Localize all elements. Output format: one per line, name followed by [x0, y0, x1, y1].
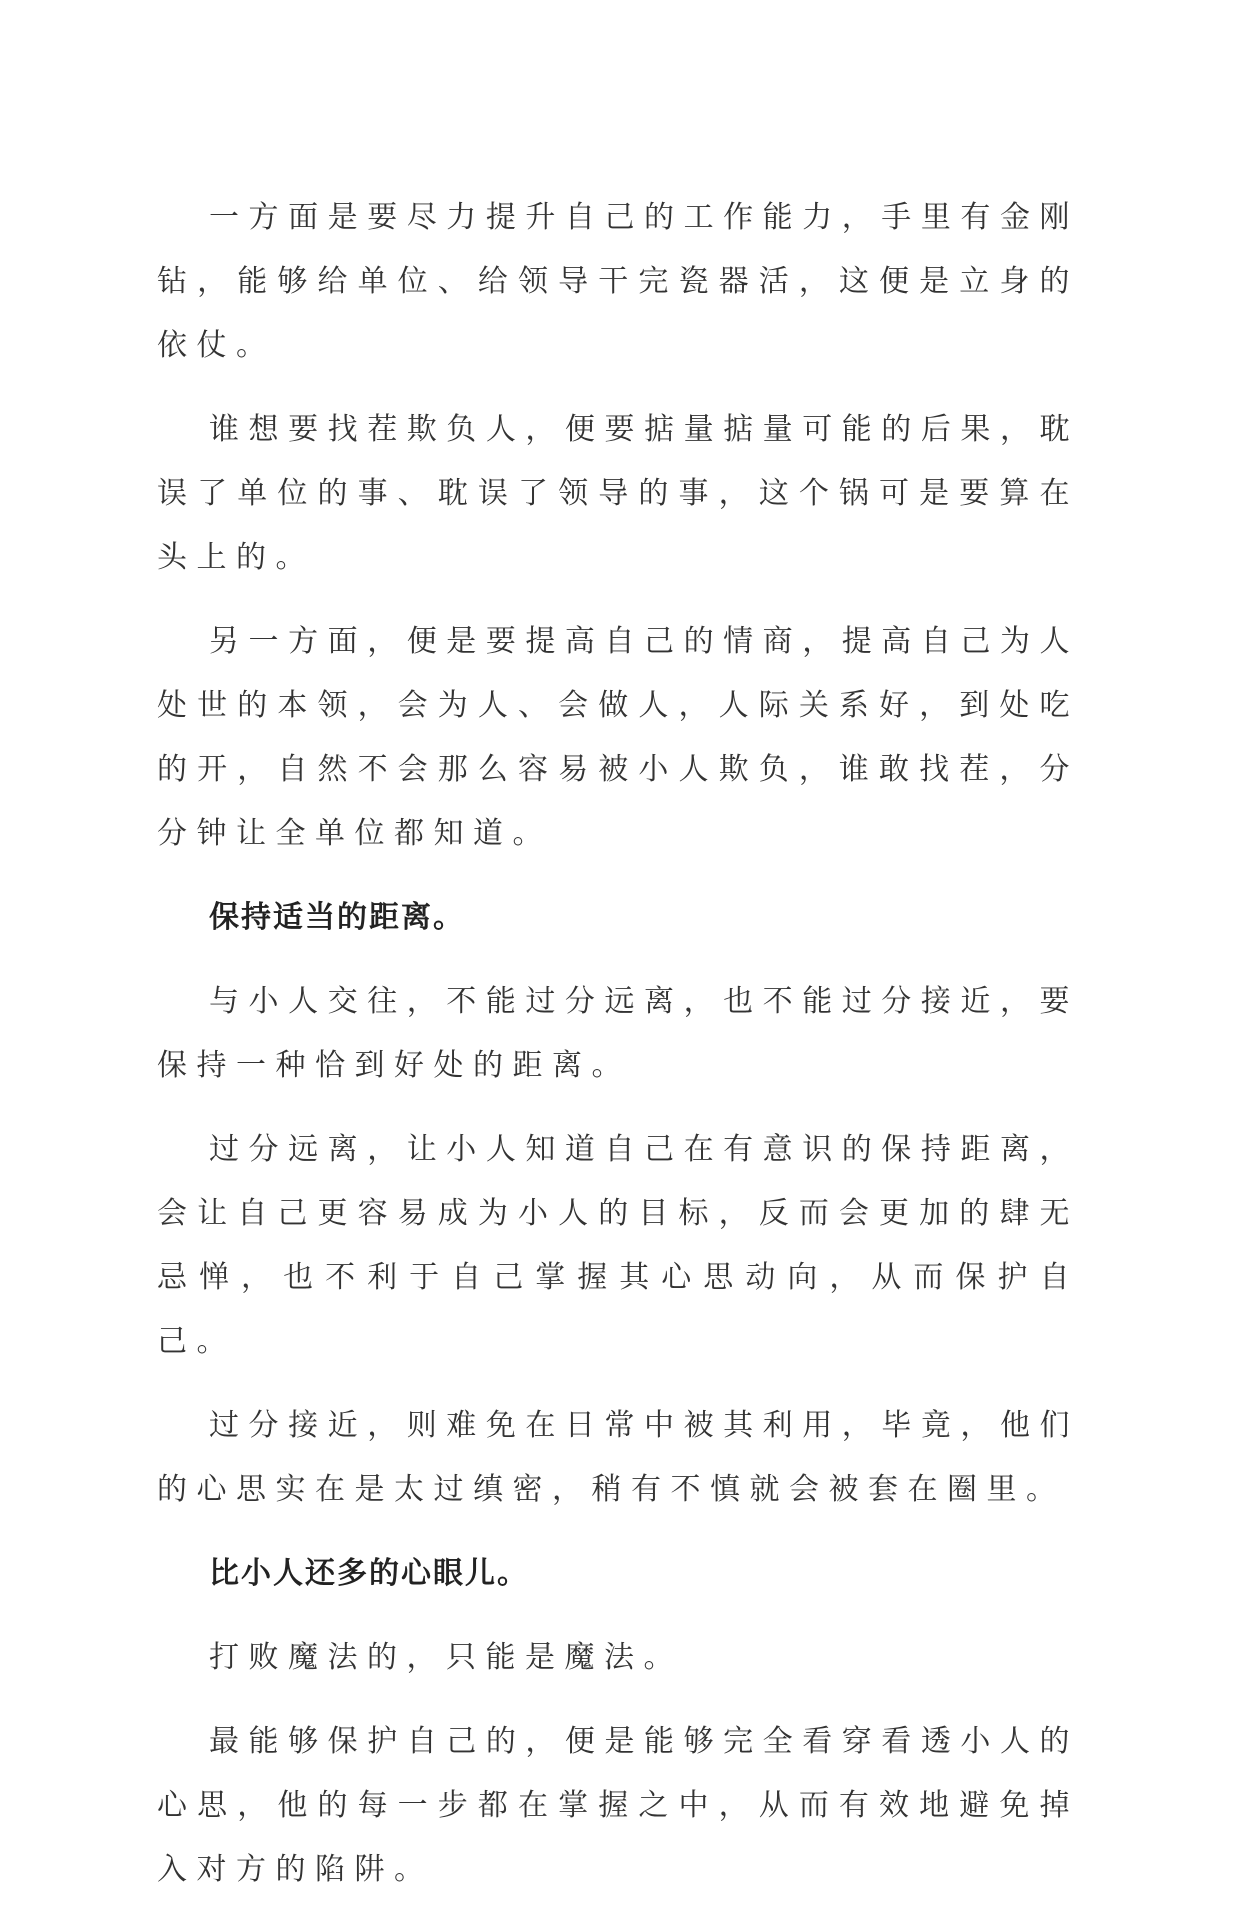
paragraph-emotional-intelligence: 另一方面，便是要提高自己的情商，提高自己为人处世的本领，会为人、会做人，人际关系好，到处吃的开，自然不会那么容易被小人欺负，谁敢找茬，分分钟让全单位都知道。: [157, 624, 1079, 851]
paragraph-see-through: 最能够保护自己的，便是能够完全看穿看透小人的心思，他的每一步都在掌握之中，从而有效地避免掉入对方的陷阱。: [157, 1724, 1079, 1887]
paragraph-too-close: 过分接近，则难免在日常中被其利用，毕竟，他们的心思实在是太过缜密，稍有不慎就会被套在圈里。: [157, 1408, 1079, 1507]
document-body: [157, 186, 1079, 1922]
paragraph-distance-intro: 与小人交往，不能过分远离，也不能过分接近，要保持一种恰到好处的距离。: [157, 984, 1079, 1083]
section-heading-more-cautious: 比小人还多的心眼儿。: [209, 1556, 529, 1591]
paragraph-work-ability: 一方面是要尽力提升自己的工作能力，手里有金刚钻，能够给单位、给领导干完瓷器活，这便是立身的依仗。: [157, 200, 1079, 363]
paragraph-too-far: 过分远离，让小人知道自己在有意识的保持距离，会让自己更容易成为小人的目标，反而会更加的肆无忌惮，也不利于自己掌握其心思动向，从而保护自己。: [157, 1132, 1079, 1359]
paragraph-magic: 打败魔法的，只能是魔法。: [209, 1640, 683, 1675]
section-heading-keep-distance: 保持适当的距离。: [209, 900, 465, 935]
paragraph-consequences: 谁想要找茬欺负人，便要掂量掂量可能的后果，耽误了单位的事、耽误了领导的事，这个锅可是要算在头上的。: [157, 412, 1079, 575]
